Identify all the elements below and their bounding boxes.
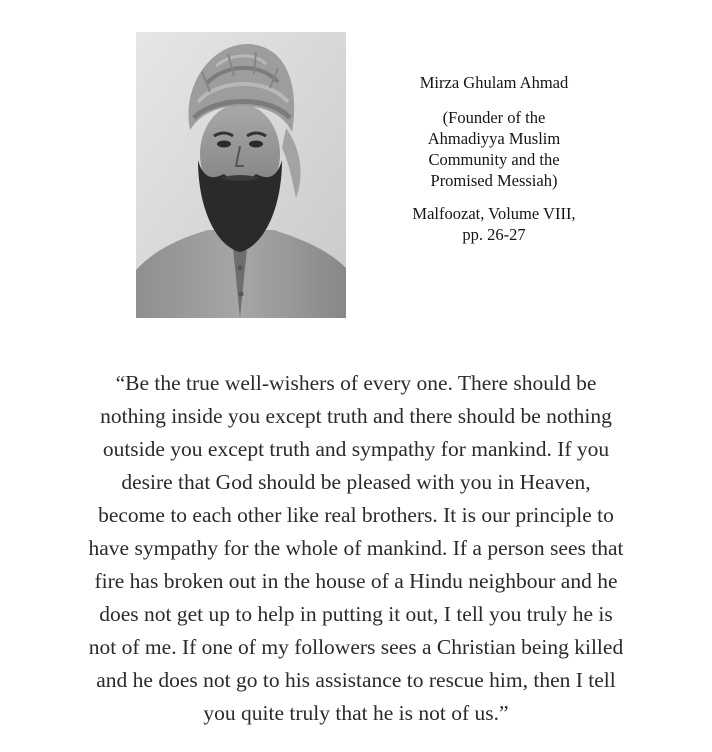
quote-line: nothing inside you except truth and there should be nothing: [100, 404, 612, 428]
quote-line: become to each other like real brothers. It is our principle to: [98, 503, 614, 527]
author-name: Mirza Ghulam Ahmad: [419, 73, 569, 92]
quote-line: fire has broken out in the house of a Hindu neighbour and he: [94, 569, 618, 593]
portrait-illustration: [136, 32, 346, 318]
author-description: [376, 107, 612, 191]
source-citation-line: pp. 26-27: [462, 225, 526, 244]
caption-block: [376, 72, 612, 245]
author-description-line: Promised Messiah): [430, 171, 558, 190]
quote-line: not of me. If one of my followers sees a Christian being killed: [88, 635, 624, 659]
source-citation-line: Malfoozat, Volume VIII,: [412, 204, 576, 223]
quote-text: [20, 367, 692, 730]
author-description-line: Ahmadiyya Muslim: [427, 129, 561, 148]
quote-line: desire that God should be pleased with you in Heaven,: [121, 470, 591, 494]
quote-line: “Be the true well-wishers of every one. There should be: [115, 371, 597, 395]
author-description-line: (Founder of the: [442, 108, 546, 127]
quote-line: does not get up to help in putting it out, I tell you truly he is: [99, 602, 613, 626]
author-description-line: Community and the: [428, 150, 560, 169]
portrait-photo: [136, 32, 346, 318]
quote-line: you quite truly that he is not of us.”: [203, 701, 509, 725]
quote-line: and he does not go to his assistance to rescue him, then I tell: [96, 668, 616, 692]
quote-line: outside you except truth and sympathy for mankind. If you: [102, 437, 610, 461]
source-citation: [376, 203, 612, 245]
quote-line: have sympathy for the whole of mankind. If a person sees that: [88, 536, 624, 560]
